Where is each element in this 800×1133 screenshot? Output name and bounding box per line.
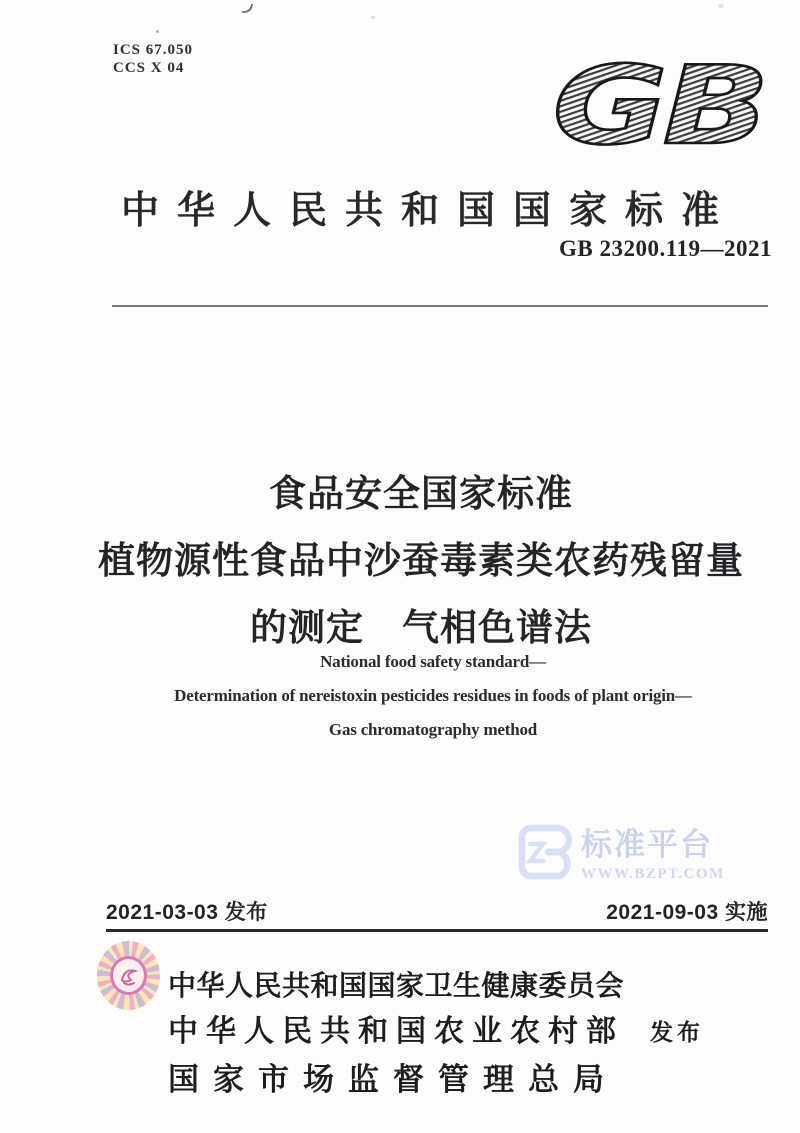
header-divider <box>112 305 768 307</box>
standard-number: GB 23200.119—2021 <box>559 236 772 261</box>
scan-speck <box>371 16 375 19</box>
title-zh-line2: 植物源性食品中沙蚕毒素类农药残留量 <box>98 540 744 581</box>
release-date: 2021-03-03 发布 <box>106 901 268 924</box>
ics-code: ICS 67.050 <box>113 42 194 58</box>
issuer-seal-icon <box>97 941 160 1010</box>
title-en-line1: National food safety standard— <box>320 652 546 671</box>
title-en-line3: Gas chromatography method <box>328 720 538 739</box>
issuer-line-3: 国家市场监督管理总局 <box>168 1062 618 1097</box>
watermark-logo-icon <box>518 822 574 886</box>
watermark-url: WWW.BZPT.COM <box>581 866 725 882</box>
footer-divider <box>106 929 768 932</box>
title-zh-line1: 食品安全国家标准 <box>269 473 573 514</box>
gb-logo-icon <box>550 54 778 160</box>
scan-artifact-mark <box>242 2 253 15</box>
issuer-line-2: 中华人民共和国农业农村部 <box>168 1015 624 1048</box>
implementation-date: 2021-09-03 实施 <box>606 901 768 924</box>
publish-label: 发布 <box>650 1019 704 1045</box>
title-zh-line3: 的测定 气相色谱法 <box>250 607 592 648</box>
watermark-name: 标准平台 <box>581 827 713 862</box>
title-en-line2: Determination of nereistoxin pesticides residues in foods of plant origin— <box>174 686 692 705</box>
document-title-zh <box>42 460 800 661</box>
scan-speck <box>718 4 724 8</box>
scan-speck <box>156 30 159 33</box>
watermark-text <box>581 822 725 883</box>
watermark <box>518 822 725 886</box>
issuer-line-1: 中华人民共和国国家卫生健康委员会 <box>168 970 625 1001</box>
gb-logo-text: GB <box>552 54 765 160</box>
header-title: 中华人民共和国国家标准 <box>121 190 738 232</box>
ccs-code: CCS X 04 <box>113 60 185 76</box>
dates-row <box>106 896 768 926</box>
document-title-en <box>66 645 800 747</box>
classification-codes <box>113 41 193 77</box>
seal-emblem-icon <box>110 956 147 995</box>
